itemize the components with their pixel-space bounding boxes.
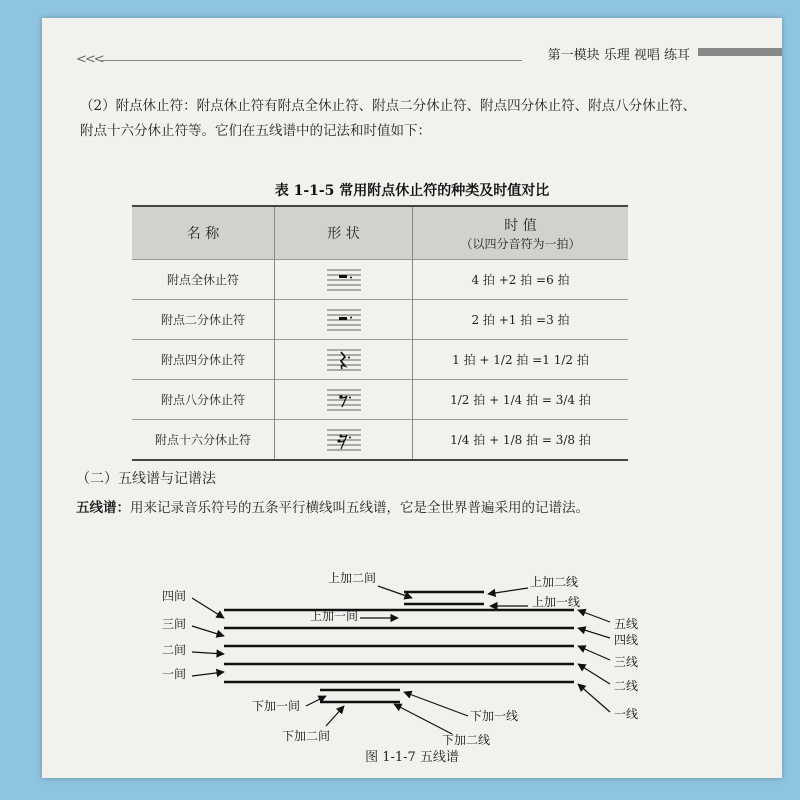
paragraph-line-1: （2）附点休止符：附点休止符有附点全休止符、附点二分休止符、附点四分休止符、附点八分休止符、 — [80, 98, 697, 114]
staff-lines — [224, 610, 574, 682]
rest-value: 1/2 拍 + 1/4 拍 = 3/4 拍 — [413, 380, 629, 420]
table-row — [132, 420, 628, 461]
rest-value: 1 拍 + 1/2 拍 =1 1/2 拍 — [413, 340, 629, 380]
rest-shape — [275, 260, 413, 300]
label-line-1: 一线 — [614, 707, 639, 721]
header-bar — [698, 48, 782, 56]
chapter-title: 第一模块 乐理 视唱 练耳 — [547, 48, 690, 63]
table-title: 表 1-1-5 常用附点休止符的种类及时值对比 — [274, 183, 550, 199]
table-row — [132, 380, 628, 420]
label-line-2: 二线 — [614, 679, 639, 693]
dotted-sixteenth-rest-icon — [327, 428, 361, 452]
label-space-1: 一间 — [162, 667, 187, 681]
figure-caption: 图 1-1-7 五线谱 — [365, 750, 459, 765]
rest-shape — [275, 300, 413, 340]
dotted-whole-rest-icon — [327, 268, 361, 292]
section-heading: （二）五线谱与记谱法 — [76, 471, 216, 487]
label-upper-line-1: 上加一线 — [532, 595, 581, 609]
label-lower-line-1: 下加一线 — [470, 709, 519, 723]
label-upper-space-2: 上加二间 — [328, 571, 377, 585]
label-space-3: 三间 — [162, 617, 187, 631]
rest-name: 附点二分休止符 — [132, 300, 275, 340]
rest-value: 4 拍 +2 拍 =6 拍 — [413, 260, 629, 300]
table-row — [132, 340, 628, 380]
label-line-5: 五线 — [614, 617, 639, 631]
rest-value: 2 拍 +1 拍 =3 拍 — [413, 300, 629, 340]
rest-name: 附点全休止符 — [132, 260, 275, 300]
header-shape: 形 状 — [275, 206, 413, 260]
staff-diagram — [132, 548, 652, 748]
header-value — [413, 206, 629, 260]
label-space-2: 二间 — [162, 643, 187, 657]
rest-name: 附点八分休止符 — [132, 380, 275, 420]
label-line-4: 四线 — [614, 633, 639, 647]
book-page — [42, 18, 782, 778]
header-name: 名 称 — [132, 206, 275, 260]
definition-term: 五线谱： — [76, 500, 130, 516]
rest-name: 附点四分休止符 — [132, 340, 275, 380]
label-lower-space-1: 下加一间 — [252, 699, 301, 713]
dotted-half-rest-icon — [327, 308, 361, 332]
rest-shape — [275, 340, 413, 380]
rest-shape — [275, 380, 413, 420]
header-value-sub: （以四分音符为一拍） — [460, 236, 581, 251]
dotted-eighth-rest-icon — [327, 388, 361, 412]
label-upper-line-2: 上加二线 — [530, 575, 579, 589]
rest-table — [132, 205, 628, 461]
table-row — [132, 300, 628, 340]
staff-definition — [76, 496, 589, 516]
label-lower-line-2: 下加二线 — [442, 733, 491, 747]
rest-shape — [275, 420, 413, 461]
chevrons-icon: <<< — [76, 52, 103, 67]
header-rule — [100, 60, 522, 61]
rest-name: 附点十六分休止符 — [132, 420, 275, 461]
dotted-quarter-rest-icon — [327, 348, 361, 372]
table-row — [132, 260, 628, 300]
definition-text: 用来记录音乐符号的五条平行横线叫五线谱，它是全世界普遍采用的记谱法。 — [130, 500, 589, 516]
label-line-3: 三线 — [614, 655, 639, 669]
rest-value: 1/4 拍 + 1/8 拍 = 3/8 拍 — [413, 420, 629, 461]
header-value-main: 时 值 — [504, 217, 537, 234]
page-header — [72, 48, 782, 68]
paragraph-line-2: 附点十六分休止符等。它们在五线谱中的记法和时值如下： — [80, 123, 431, 139]
label-lower-space-2: 下加二间 — [282, 729, 331, 743]
label-space-4: 四间 — [162, 589, 187, 603]
label-upper-space-1: 上加一间 — [310, 609, 359, 623]
